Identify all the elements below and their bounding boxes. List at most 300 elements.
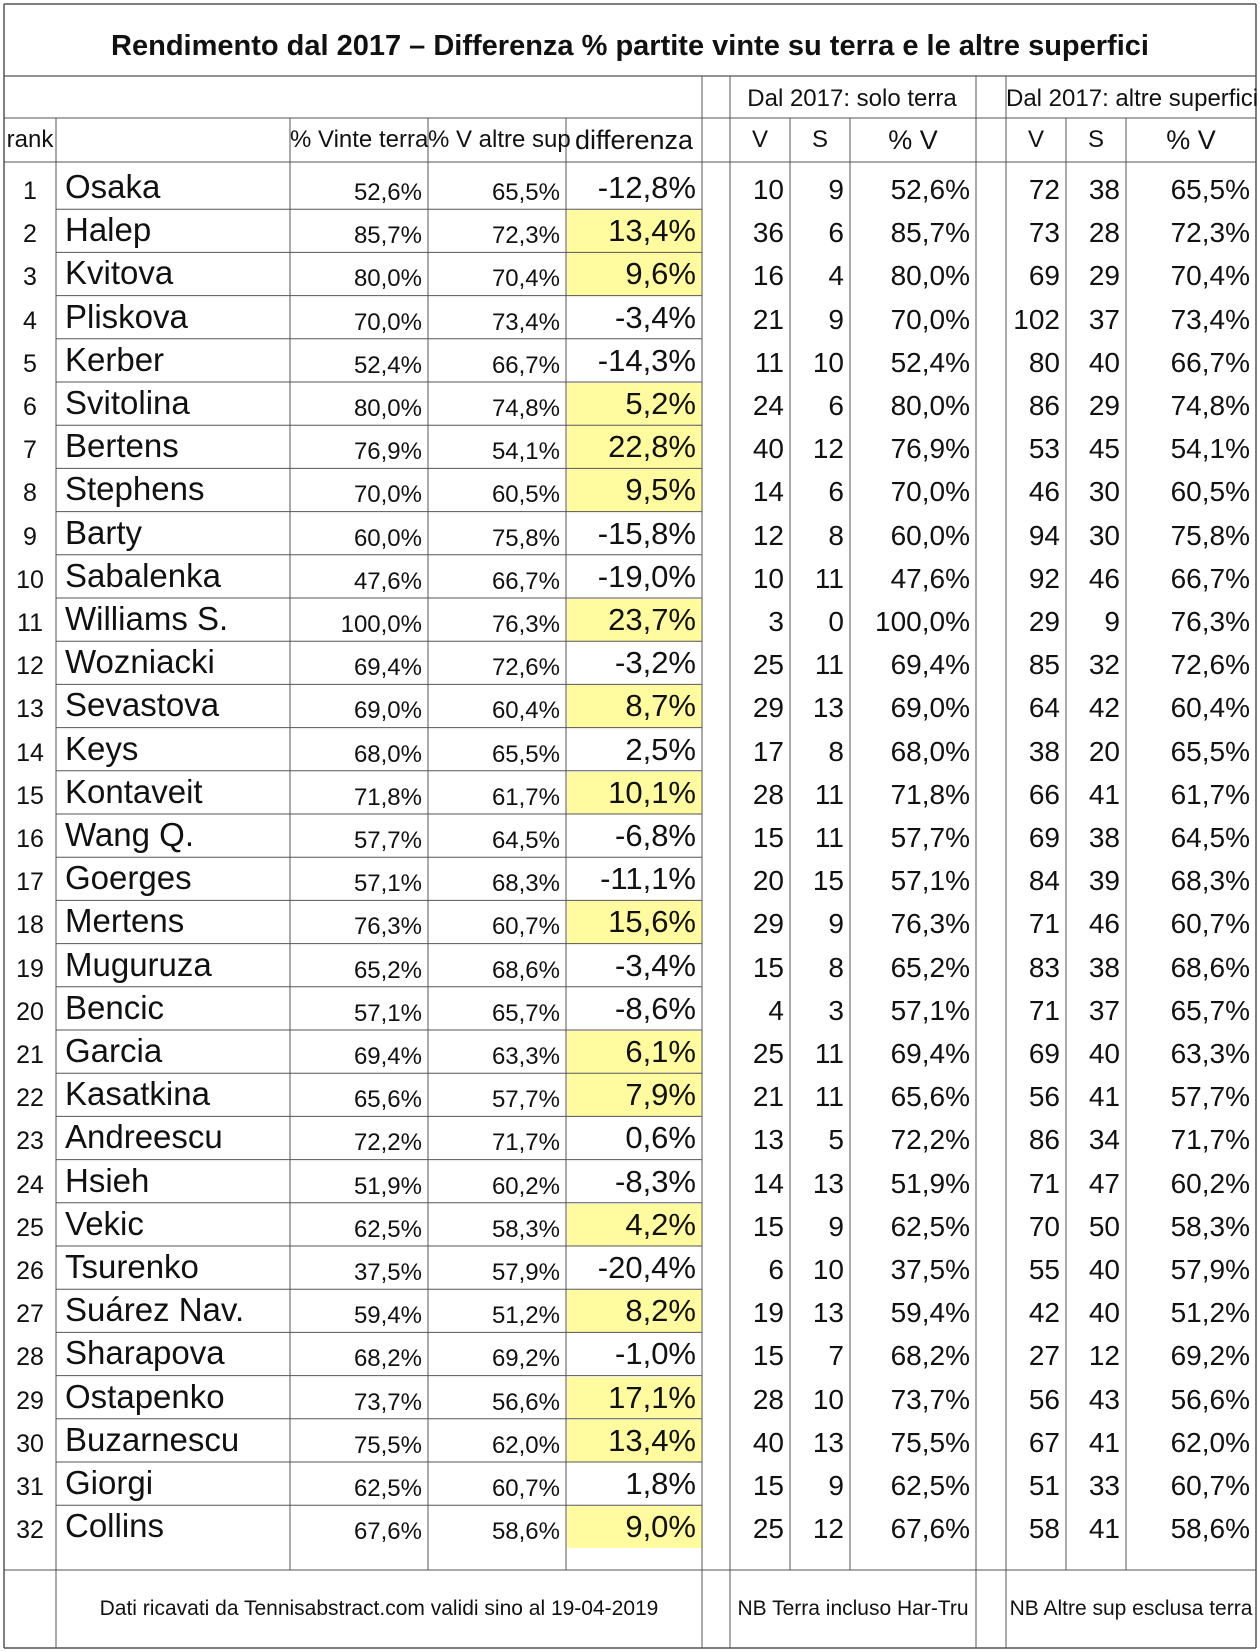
cell-diff: 23,7% (608, 602, 696, 637)
column-header-pct_other: % V altre sup (428, 126, 571, 153)
cell-cl: 11 (814, 822, 844, 853)
cell-cp: 76,3% (890, 908, 970, 940)
footer-source: Dati ricavati da Tennisabstract.com validi sino al 19-04-2019 (99, 1597, 659, 1620)
cell-cw: 6 (768, 1254, 784, 1285)
cell-pct_clay: 47,6% (353, 567, 422, 595)
cell-cw: 25 (752, 1038, 784, 1069)
cell-pct_clay: 57,7% (353, 827, 422, 854)
cell-op: 75,8% (1170, 519, 1250, 551)
cell-cl: 11 (814, 649, 844, 681)
cell-pct_other: 76,3% (491, 611, 560, 638)
cell-cl: 6 (828, 476, 844, 508)
cell-pct_clay: 69,0% (353, 697, 422, 725)
cell-pct_clay: 69,4% (353, 654, 422, 682)
cell-ow: 66 (1028, 778, 1060, 810)
cell-cw: 4 (768, 994, 784, 1026)
cell-op: 72,3% (1170, 217, 1250, 249)
cell-name: Garcia (65, 1032, 163, 1069)
cell-diff: 4,2% (625, 1206, 696, 1242)
cell-pct_clay: 100,0% (340, 611, 422, 638)
cell-ol: 50 (1088, 1210, 1120, 1242)
cell-ol: 37 (1088, 303, 1120, 335)
cell-ow: 86 (1028, 390, 1060, 421)
cell-ol: 33 (1088, 1470, 1120, 1501)
cell-cl: 13 (812, 692, 844, 724)
cell-cw: 29 (752, 908, 784, 940)
cell-name: Bertens (65, 427, 179, 465)
column-header-ol: S (1087, 126, 1104, 153)
cell-ow: 92 (1028, 562, 1060, 594)
cell-rank: 26 (16, 1257, 44, 1285)
cell-pct_clay: 67,6% (353, 1518, 422, 1546)
cell-rank: 24 (16, 1170, 44, 1199)
cell-diff: 2,5% (625, 731, 696, 767)
cell-pct_other: 58,3% (491, 1215, 560, 1243)
cell-diff: 6,1% (625, 1034, 696, 1069)
cell-pct_other: 56,6% (491, 1388, 560, 1416)
cell-ol: 41 (1088, 1081, 1120, 1113)
cell-cl: 7 (828, 1340, 844, 1372)
cell-pct_other: 65,5% (491, 179, 560, 206)
cell-pct_other: 72,6% (491, 654, 560, 682)
cell-pct_other: 74,8% (491, 395, 560, 422)
cell-diff: 5,2% (625, 386, 696, 421)
cell-rank: 3 (23, 263, 37, 292)
cell-name: Kontaveit (65, 772, 203, 810)
cell-cp: 68,0% (890, 735, 970, 767)
cell-rank: 29 (16, 1386, 44, 1415)
cell-cp: 80,0% (890, 260, 970, 292)
cell-ol: 39 (1088, 865, 1120, 897)
cell-pct_clay: 57,1% (353, 870, 422, 898)
cell-rank: 23 (16, 1127, 44, 1156)
cell-ow: 102 (1013, 303, 1060, 335)
cell-ow: 69 (1028, 1038, 1060, 1069)
cell-op: 73,4% (1170, 303, 1250, 335)
cell-ow: 72 (1028, 174, 1060, 205)
cell-diff: 13,4% (608, 1422, 696, 1458)
cell-op: 60,5% (1170, 476, 1250, 508)
cell-diff: -3,4% (615, 299, 696, 335)
cell-op: 63,3% (1170, 1038, 1250, 1069)
cell-pct_other: 57,7% (491, 1086, 560, 1114)
cell-name: Andreescu (65, 1118, 223, 1156)
cell-pct_clay: 75,5% (353, 1431, 422, 1459)
footer-other-note: NB Altre sup esclusa terra (1009, 1597, 1253, 1620)
cell-name: Tsurenko (65, 1248, 199, 1285)
cell-cw: 25 (752, 1513, 784, 1545)
cell-cp: 62,5% (890, 1470, 970, 1501)
cell-cp: 85,7% (890, 217, 970, 249)
cell-ow: 71 (1028, 908, 1060, 940)
cell-ow: 46 (1028, 476, 1060, 508)
cell-pct_other: 61,7% (491, 783, 560, 811)
cell-pct_clay: 60,0% (353, 524, 422, 552)
cell-ol: 46 (1088, 562, 1120, 594)
cell-rank: 16 (16, 825, 44, 853)
cell-cw: 11 (754, 346, 784, 378)
cell-cl: 0 (828, 606, 844, 637)
cell-pct_clay: 62,5% (353, 1475, 422, 1502)
cell-ow: 56 (1028, 1081, 1060, 1113)
cell-rank: 1 (23, 177, 37, 205)
cell-ow: 51 (1028, 1470, 1060, 1501)
cell-ol: 41 (1088, 1426, 1120, 1458)
cell-diff: 15,6% (608, 904, 696, 940)
cell-diff: -8,3% (615, 1163, 696, 1199)
cell-rank: 19 (16, 954, 44, 983)
cell-cl: 11 (814, 778, 844, 810)
cell-ow: 69 (1028, 260, 1060, 292)
cell-pct_other: 60,5% (491, 481, 560, 509)
table-title: Rendimento dal 2017 – Differenza % partite vinte su terra e le altre superfici (111, 30, 1149, 62)
cell-ol: 38 (1088, 822, 1120, 853)
cell-name: Bencic (65, 988, 165, 1026)
cell-cw: 25 (752, 649, 784, 681)
cell-op: 74,8% (1170, 390, 1250, 421)
cell-cp: 59,4% (890, 1297, 970, 1329)
cell-pct_clay: 85,7% (353, 222, 422, 250)
cell-ow: 38 (1028, 735, 1060, 767)
cell-cl: 9 (828, 303, 844, 335)
cell-rank: 18 (16, 911, 44, 940)
cell-cw: 15 (752, 822, 784, 853)
cell-rank: 25 (16, 1213, 44, 1242)
cell-cl: 6 (828, 217, 844, 249)
cell-ol: 9 (1104, 606, 1120, 637)
cell-pct_other: 54,1% (491, 438, 560, 466)
cell-cl: 9 (828, 1210, 844, 1242)
cell-rank: 5 (23, 349, 37, 378)
column-header-rank: rank (6, 126, 54, 153)
cell-name: Pliskova (65, 297, 188, 335)
cell-cw: 15 (752, 1210, 784, 1242)
cell-ol: 37 (1088, 994, 1120, 1026)
cell-rank: 32 (16, 1516, 44, 1545)
cell-ol: 46 (1088, 908, 1120, 940)
cell-cl: 8 (828, 735, 844, 767)
column-header-diff: differenza (574, 125, 694, 155)
cell-cw: 40 (752, 433, 784, 465)
cell-cl: 3 (828, 994, 844, 1026)
cell-rank: 13 (16, 695, 44, 724)
cell-name: Barty (65, 513, 143, 551)
cell-ow: 85 (1028, 649, 1060, 681)
cell-op: 72,6% (1170, 649, 1250, 681)
cell-cw: 24 (752, 390, 784, 421)
cell-rank: 22 (16, 1084, 44, 1113)
cell-pct_clay: 52,6% (353, 179, 422, 206)
cell-cp: 69,0% (890, 692, 970, 724)
cell-cp: 52,4% (890, 346, 970, 378)
cell-rank: 4 (23, 306, 37, 335)
cell-name: Mertens (65, 902, 185, 940)
cell-pct_clay: 52,4% (353, 351, 422, 379)
cell-name: Kerber (65, 340, 165, 378)
cell-pct_other: 68,6% (491, 956, 560, 984)
cell-name: Ostapenko (65, 1377, 225, 1415)
cell-diff: -14,3% (597, 342, 696, 378)
cell-pct_other: 57,9% (491, 1259, 560, 1286)
cell-ow: 42 (1028, 1297, 1060, 1329)
cell-pct_clay: 70,0% (353, 481, 422, 509)
cell-cp: 57,1% (890, 994, 970, 1026)
cell-cp: 47,6% (890, 562, 970, 594)
cell-diff: -19,0% (597, 558, 696, 594)
cell-ow: 71 (1028, 1167, 1060, 1199)
cell-ow: 86 (1028, 1124, 1060, 1156)
cell-pct_clay: 68,2% (353, 1345, 422, 1373)
cell-ow: 70 (1028, 1210, 1060, 1242)
cell-cl: 11 (814, 1081, 844, 1113)
cell-diff: 1,8% (625, 1466, 696, 1501)
cell-name: Sharapova (65, 1334, 225, 1372)
cell-pct_other: 58,6% (491, 1518, 560, 1546)
cell-cw: 21 (752, 1081, 784, 1113)
cell-cl: 13 (812, 1167, 844, 1199)
cell-op: 57,7% (1170, 1081, 1250, 1113)
cell-cp: 65,6% (890, 1081, 970, 1113)
cell-ol: 40 (1088, 1254, 1120, 1285)
cell-ol: 47 (1088, 1167, 1120, 1199)
cell-name: Stephens (65, 470, 205, 508)
cell-cp: 68,2% (890, 1340, 970, 1372)
cell-ol: 41 (1088, 1513, 1120, 1545)
cell-name: Kvitova (65, 254, 174, 292)
cell-diff: -1,0% (615, 1336, 696, 1372)
cell-pct_other: 70,4% (491, 265, 560, 293)
cell-diff: 8,2% (625, 1293, 696, 1329)
cell-cp: 69,4% (890, 649, 970, 681)
cell-pct_clay: 68,0% (353, 740, 422, 768)
cell-pct_other: 65,5% (491, 740, 560, 768)
cell-cp: 37,5% (890, 1254, 970, 1285)
cell-op: 76,3% (1170, 606, 1250, 637)
cell-ow: 64 (1028, 692, 1060, 724)
cell-rank: 7 (23, 436, 37, 465)
cell-ol: 40 (1088, 1038, 1120, 1069)
cell-op: 68,6% (1170, 951, 1250, 983)
cell-ow: 69 (1028, 822, 1060, 853)
cell-ol: 42 (1088, 692, 1120, 724)
cell-cl: 4 (828, 260, 844, 292)
cell-cl: 8 (828, 951, 844, 983)
cell-pct_clay: 69,4% (353, 1043, 422, 1070)
cell-ol: 40 (1088, 346, 1120, 378)
cell-pct_other: 60,4% (491, 697, 560, 725)
cell-cw: 12 (752, 519, 784, 551)
cell-name: Halep (65, 211, 152, 249)
cell-ow: 56 (1028, 1383, 1060, 1415)
cell-cw: 28 (752, 1383, 784, 1415)
cell-diff: -11,1% (600, 861, 696, 897)
cell-pct_clay: 59,4% (353, 1302, 422, 1330)
cell-ow: 80 (1028, 346, 1060, 378)
cell-name: Hsieh (65, 1161, 150, 1199)
cell-pct_clay: 62,5% (353, 1215, 422, 1243)
cell-pct_clay: 65,2% (353, 956, 422, 984)
cell-op: 60,7% (1170, 908, 1250, 940)
cell-name: Svitolina (65, 384, 190, 421)
cell-cw: 3 (768, 606, 784, 637)
cell-pct_clay: 80,0% (353, 395, 422, 422)
cell-ol: 41 (1088, 778, 1120, 810)
cell-cl: 10 (812, 346, 844, 378)
cell-name: Wang Q. (65, 816, 194, 853)
cell-cp: 100,0% (875, 606, 970, 637)
cell-pct_clay: 57,1% (353, 999, 422, 1027)
cell-op: 71,7% (1170, 1124, 1250, 1156)
cell-cp: 60,0% (890, 519, 970, 551)
cell-name: Sabalenka (65, 556, 221, 594)
cell-ow: 67 (1028, 1426, 1060, 1458)
cell-cl: 11 (814, 1038, 844, 1069)
cell-cp: 51,9% (890, 1167, 970, 1199)
cell-cl: 12 (812, 1513, 844, 1545)
cell-ol: 28 (1088, 217, 1120, 249)
cell-pct_other: 60,7% (491, 1475, 560, 1502)
cell-op: 60,7% (1170, 1470, 1250, 1501)
cell-op: 65,5% (1170, 174, 1250, 205)
cell-rank: 14 (16, 738, 44, 767)
cell-name: Goerges (65, 859, 192, 897)
cell-rank: 12 (16, 652, 44, 681)
cell-cp: 67,6% (890, 1513, 970, 1545)
cell-rank: 28 (16, 1343, 44, 1372)
cell-cp: 80,0% (890, 390, 970, 421)
cell-cl: 10 (812, 1383, 844, 1415)
cell-op: 61,7% (1170, 778, 1250, 810)
cell-op: 58,3% (1170, 1210, 1250, 1242)
cell-diff: 10,1% (608, 774, 696, 810)
cell-cp: 72,2% (890, 1124, 970, 1156)
cell-pct_other: 64,5% (491, 827, 560, 854)
cell-cl: 6 (828, 390, 844, 421)
cell-ol: 29 (1088, 260, 1120, 292)
cell-ol: 12 (1088, 1340, 1120, 1372)
cell-cw: 15 (752, 951, 784, 983)
cell-ol: 40 (1088, 1297, 1120, 1329)
cell-ow: 83 (1028, 951, 1060, 983)
column-header-cp: % V (888, 125, 938, 155)
cell-cp: 62,5% (890, 1210, 970, 1242)
cell-cw: 36 (752, 217, 784, 249)
cell-cl: 10 (812, 1254, 844, 1285)
cell-pct_clay: 76,3% (353, 913, 422, 941)
cell-ol: 30 (1088, 476, 1120, 508)
cell-cw: 17 (752, 735, 784, 767)
cell-op: 65,7% (1170, 994, 1250, 1026)
cell-name: Osaka (65, 168, 161, 205)
cell-rank: 17 (16, 868, 44, 897)
cell-cw: 15 (752, 1340, 784, 1372)
cell-diff: -20,4% (597, 1250, 696, 1285)
cell-name: Suárez Nav. (65, 1291, 245, 1329)
cell-pct_other: 75,8% (491, 524, 560, 552)
cell-ow: 94 (1028, 519, 1060, 551)
cell-op: 69,2% (1170, 1340, 1250, 1372)
cell-op: 57,9% (1170, 1254, 1250, 1285)
cell-cp: 69,4% (890, 1038, 970, 1069)
cell-op: 66,7% (1170, 346, 1250, 378)
cell-pct_clay: 51,9% (353, 1172, 422, 1200)
cell-ow: 55 (1028, 1254, 1060, 1285)
cell-cp: 57,1% (890, 865, 970, 897)
cell-diff: -6,8% (615, 818, 696, 853)
cell-diff: 13,4% (608, 213, 696, 249)
cell-op: 54,1% (1170, 433, 1250, 465)
cell-pct_other: 60,2% (491, 1172, 560, 1200)
cell-ol: 34 (1088, 1124, 1120, 1156)
cell-op: 51,2% (1170, 1297, 1250, 1329)
cell-rank: 21 (16, 1041, 44, 1069)
cell-name: Keys (65, 729, 139, 767)
cell-cp: 73,7% (890, 1383, 970, 1415)
cell-cw: 40 (752, 1426, 784, 1458)
cell-name: Williams S. (65, 600, 229, 637)
cell-pct_other: 65,7% (491, 999, 560, 1027)
cell-name: Vekic (65, 1204, 144, 1242)
cell-cw: 15 (752, 1470, 784, 1501)
cell-pct_other: 66,7% (491, 567, 560, 595)
cell-cw: 21 (752, 303, 784, 335)
cell-diff: 9,6% (625, 256, 696, 292)
cell-ol: 38 (1088, 951, 1120, 983)
cell-rank: 27 (16, 1300, 44, 1329)
column-header-pct_clay: % Vinte terra (290, 126, 429, 153)
cell-cw: 10 (752, 174, 784, 205)
cell-op: 65,5% (1170, 735, 1250, 767)
cell-rank: 8 (23, 479, 37, 508)
column-header-ow: V (1027, 126, 1044, 153)
cell-cw: 28 (752, 778, 784, 810)
cell-pct_other: 68,3% (491, 870, 560, 898)
cell-diff: 8,7% (625, 688, 696, 724)
cell-cp: 70,0% (890, 476, 970, 508)
cell-ow: 73 (1028, 217, 1060, 249)
cell-cp: 70,0% (890, 303, 970, 335)
cell-op: 66,7% (1170, 562, 1250, 594)
cell-name: Muguruza (65, 945, 212, 983)
cell-pct_other: 72,3% (491, 222, 560, 250)
cell-pct_clay: 76,9% (353, 438, 422, 466)
cell-cl: 13 (812, 1297, 844, 1329)
cell-pct_clay: 70,0% (353, 308, 422, 336)
cell-name: Wozniacki (65, 643, 215, 681)
cell-rank: 20 (16, 997, 44, 1026)
cell-diff: 22,8% (608, 429, 696, 465)
cell-cp: 52,6% (890, 174, 970, 205)
cell-name: Giorgi (65, 1464, 154, 1501)
cell-ow: 58 (1028, 1513, 1060, 1545)
cell-cw: 19 (752, 1297, 784, 1329)
cell-op: 56,6% (1170, 1383, 1250, 1415)
cell-rank: 2 (23, 220, 37, 249)
cell-pct_clay: 72,2% (353, 1129, 422, 1157)
cell-ow: 27 (1028, 1340, 1060, 1372)
cell-pct_other: 66,7% (491, 351, 560, 379)
cell-cw: 13 (752, 1124, 784, 1156)
cell-cl: 9 (828, 174, 844, 205)
cell-cl: 11 (814, 562, 844, 594)
cell-pct_other: 60,7% (491, 913, 560, 941)
cell-cp: 65,2% (890, 951, 970, 983)
cell-cw: 20 (752, 865, 784, 897)
cell-op: 58,6% (1170, 1513, 1250, 1545)
cell-name: Kasatkina (65, 1075, 210, 1113)
column-header-cw: V (751, 126, 768, 153)
cell-diff: 7,9% (625, 1077, 696, 1113)
